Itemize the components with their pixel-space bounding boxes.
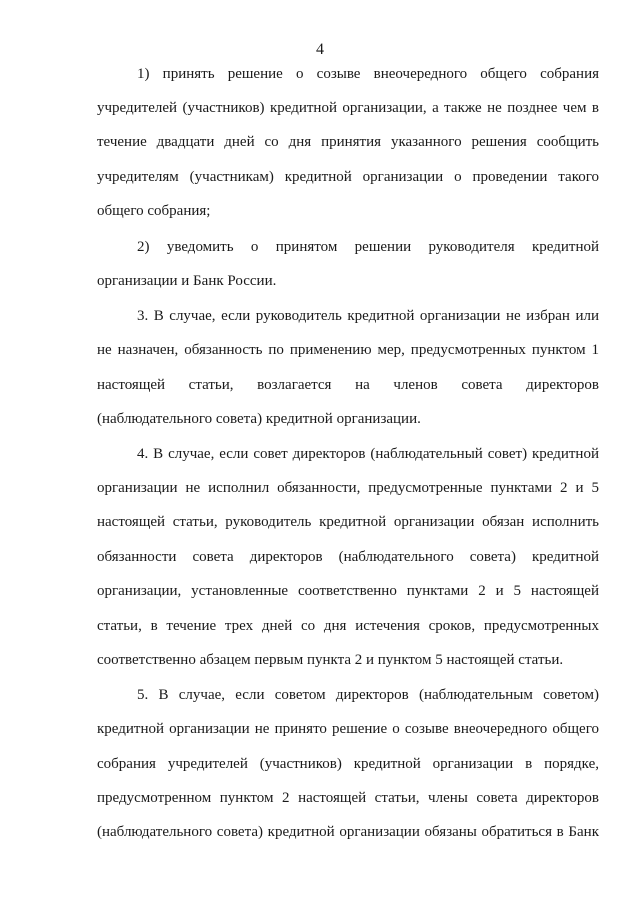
text-line: соответственно абзацем первым пункта 2 и пунктом 5 настоящей статьи. — [97, 652, 564, 668]
text-line: 3. В случае, если руководитель кредитной организации не избран или — [137, 308, 599, 324]
text-line: статьи, в течение трех дней со дня истечения сроков, предусмотренных — [97, 618, 599, 634]
text-line: настоящей статьи, руководитель кредитной организации обязан исполнить — [97, 514, 599, 530]
text-line: собрания учредителей (участников) кредитной организации в порядке, — [97, 756, 599, 772]
text-line: кредитной организации не принято решение о созыве внеочередного общего — [97, 721, 599, 737]
text-line: настоящей статьи, возлагается на членов совета директоров — [97, 377, 599, 393]
text-line: 4. В случае, если совет директоров (наблюдательный совет) кредитной — [137, 446, 599, 462]
page-number: 4 — [316, 41, 324, 58]
text-line: организации, установленные соответственно пунктами 2 и 5 настоящей — [97, 583, 599, 599]
text-line: обязанности совета директоров (наблюдательного совета) кредитной — [97, 549, 599, 565]
text-line: 1) принять решение о созыве внеочередного общего собрания — [137, 66, 599, 82]
text-line: организации не исполнил обязанности, предусмотренные пунктами 2 и 5 — [97, 480, 599, 496]
text-line: 2) уведомить о принятом решении руководителя кредитной — [137, 239, 599, 255]
text-line: организации и Банк России. — [97, 273, 277, 289]
text-line: течение двадцати дней со дня принятия указанного решения сообщить — [97, 134, 599, 150]
text-line: (наблюдательного совета) кредитной организации. — [97, 411, 421, 427]
text-line: учредителей (участников) кредитной организации, а также не позднее чем в — [97, 100, 599, 116]
text-line: предусмотренном пунктом 2 настоящей статьи, члены совета директоров — [97, 790, 599, 806]
text-line: не назначен, обязанность по применению мер, предусмотренных пунктом 1 — [97, 342, 599, 358]
text-line: 5. В случае, если советом директоров (наблюдательным советом) — [137, 687, 599, 703]
text-line: общего собрания; — [97, 203, 211, 219]
text-line: учредителям (участникам) кредитной организации о проведении такого — [97, 169, 599, 185]
text-line: (наблюдательного совета) кредитной организации обязаны обратиться в Банк — [97, 824, 599, 840]
